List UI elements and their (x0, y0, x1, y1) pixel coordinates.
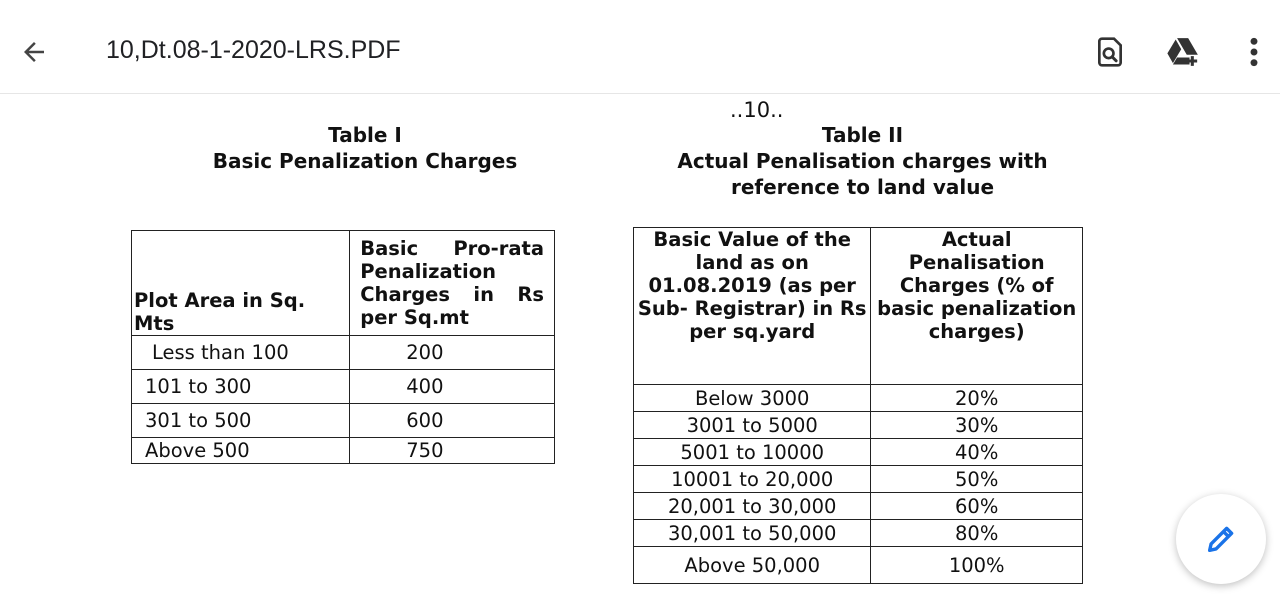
table1-caption (140, 122, 590, 174)
header-land-value: Basic Value of the land as on 01.08.2019 (as per Sub- Registrar) in Rs per sq.yard (634, 228, 871, 385)
add-to-drive-icon (1166, 36, 1202, 68)
table-row (132, 370, 555, 404)
table-row (634, 520, 1083, 547)
percent-cell: 20% (871, 385, 1083, 412)
table2-subtitle: Actual Penalisation charges with reference to land value (677, 149, 1048, 199)
document-title: 10,Dt.08-1-2020-LRS.PDF (106, 36, 401, 64)
pdf-page (0, 94, 1280, 605)
percent-cell: 100% (871, 547, 1083, 584)
table1-title: Table I (328, 123, 402, 147)
find-in-page-button[interactable] (1090, 32, 1130, 72)
land-value-cell: Above 50,000 (634, 547, 871, 584)
table2-title: Table II (821, 123, 904, 147)
charge-cell: 200 (350, 336, 555, 370)
land-value-cell: 30,001 to 50,000 (634, 520, 871, 547)
percent-cell: 50% (871, 466, 1083, 493)
percent-cell: 30% (871, 412, 1083, 439)
more-options-button[interactable] (1234, 32, 1274, 72)
charge-cell: 600 (350, 404, 555, 438)
land-value-cell: 10001 to 20,000 (634, 466, 871, 493)
land-value-cell: 3001 to 5000 (634, 412, 871, 439)
charge-cell: 400 (350, 370, 555, 404)
table-row (634, 466, 1083, 493)
arrow-left-icon (19, 37, 49, 67)
page-marker: ..10.. (730, 98, 784, 122)
plot-area-cell: 101 to 300 (132, 370, 350, 404)
plot-area-cell: 301 to 500 (132, 404, 350, 438)
table-row (132, 404, 555, 438)
percent-cell: 40% (871, 439, 1083, 466)
add-to-drive-button[interactable] (1164, 32, 1204, 72)
land-value-cell: Below 3000 (634, 385, 871, 412)
land-value-cell: 20,001 to 30,000 (634, 493, 871, 520)
charge-cell: 750 (350, 438, 555, 464)
edit-fab-button[interactable] (1176, 494, 1266, 584)
find-in-page-icon (1094, 36, 1126, 68)
table-row (634, 412, 1083, 439)
plot-area-cell: Above 500 (132, 438, 350, 464)
edit-pencil-icon (1204, 522, 1238, 556)
table-row (634, 493, 1083, 520)
plot-area-cell: Less than 100 (132, 336, 350, 370)
basic-penalization-table (131, 230, 555, 464)
header-actual-charges: Actual Penalisation Charges (% of basic penalization charges) (871, 228, 1083, 385)
more-vertical-icon (1248, 36, 1260, 68)
table-header-row (634, 228, 1083, 385)
header-basic-charges: Basic Pro-rata Penalization Charges in Rs per Sq.mt (350, 231, 555, 336)
table2-caption (640, 122, 1085, 200)
back-button[interactable] (12, 30, 56, 74)
actual-penalisation-table (633, 227, 1083, 584)
percent-cell: 60% (871, 493, 1083, 520)
top-app-bar (0, 0, 1280, 94)
table-row (132, 438, 555, 464)
table-header-row (132, 231, 555, 336)
table-row (634, 385, 1083, 412)
table-row (634, 439, 1083, 466)
table1-subtitle: Basic Penalization Charges (212, 149, 518, 173)
header-plot-area: Plot Area in Sq. Mts (132, 231, 350, 336)
land-value-cell: 5001 to 10000 (634, 439, 871, 466)
table-row (634, 547, 1083, 584)
table-row (132, 336, 555, 370)
percent-cell: 80% (871, 520, 1083, 547)
